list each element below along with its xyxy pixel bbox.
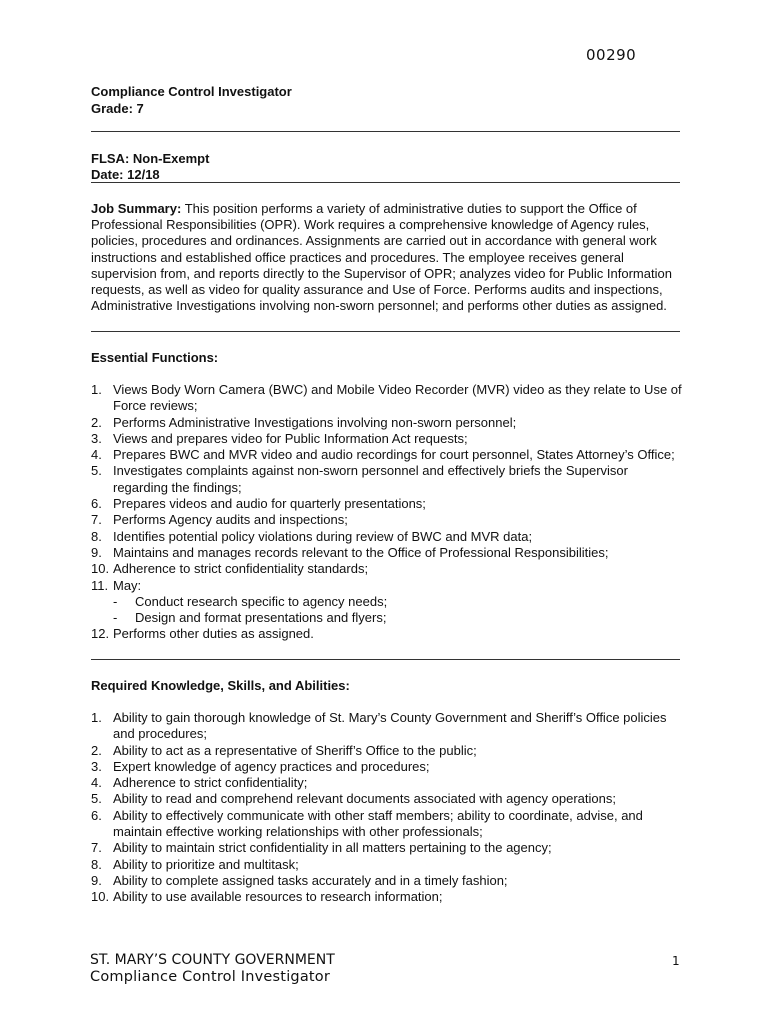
page-number: 1 — [672, 954, 680, 968]
list-text: Performs Administrative Investigations involving non-sworn personnel; — [113, 414, 517, 430]
list-item — [91, 857, 683, 873]
list-number: 7. — [91, 840, 102, 856]
list-number: 3. — [91, 430, 102, 446]
sub-item — [91, 610, 683, 626]
job-title: Compliance Control Investigator — [91, 84, 292, 99]
list-number: 9. — [91, 544, 102, 560]
list-item — [91, 512, 683, 528]
list-text: Prepares videos and audio for quarterly presentations; — [113, 496, 426, 512]
list-text: Expert knowledge of agency practices and procedures; — [113, 758, 430, 774]
list-text: Investigates complaints against non-sworn personnel and effectively briefs the Supervisor regarding the findings; — [113, 463, 628, 495]
list-text: Ability to complete assigned tasks accurately and in a timely fashion; — [113, 872, 508, 888]
list-item — [91, 496, 683, 512]
list-text: Performs Agency audits and inspections; — [113, 512, 348, 528]
ksa-title: Required Knowledge, Skills, and Abilities: — [91, 678, 350, 693]
list-text: Prepares BWC and MVR video and audio recordings for court personnel, States Attorney’s Office; — [113, 447, 675, 463]
job-summary-text: This position performs a variety of administrative duties to support the Office of Professional Responsibilities (OPR). Work requires a comprehensive knowledge of Agency rules, policies, procedures and ordinances. Assignments are carried out in accordance with general work instructions and established office practices and procedures. The employee receives general supervision from, and reports directly to the Supervisor of OPR; analyzes video for Public Information requests, as well as video for quality assurance and Use of Force. Performs audits and inspections, Administrative Investigations involving non-sworn personnel; and performs other duties as assigned. — [91, 201, 672, 314]
list-text: Ability to prioritize and multitask; — [113, 856, 299, 872]
list-number: 1. — [91, 710, 102, 725]
list-number: 4. — [91, 775, 102, 791]
essential-functions-list — [91, 382, 683, 643]
divider — [91, 331, 680, 332]
list-text: May: — [113, 577, 142, 593]
list-text: Adherence to strict confidentiality; — [113, 775, 308, 791]
list-item — [91, 710, 683, 743]
list-number: 8. — [91, 856, 102, 872]
list-number: 5. — [91, 791, 102, 807]
list-number: 6. — [91, 807, 102, 823]
list-number: 2. — [91, 742, 102, 758]
flsa-status: FLSA: Non-Exempt — [91, 151, 210, 166]
list-text: Ability to act as a representative of Sheriff’s Office to the public; — [113, 742, 477, 758]
list-text: Ability to maintain strict confidentiality in all matters pertaining to the agency; — [113, 840, 552, 856]
list-item — [91, 382, 683, 415]
sub-text: Design and format presentations and flyers; — [135, 610, 387, 626]
list-number: 10. — [91, 561, 110, 577]
revision-date: Date: 12/18 — [91, 167, 160, 182]
list-number: 11. — [91, 577, 109, 593]
list-number: 12. — [91, 626, 110, 642]
sub-item — [91, 594, 683, 610]
list-item — [91, 840, 683, 856]
divider — [91, 182, 680, 183]
list-number: 5. — [91, 463, 102, 479]
list-item — [91, 808, 683, 841]
list-text: Identifies potential policy violations during review of BWC and MVR data; — [113, 528, 533, 544]
job-summary — [91, 201, 683, 314]
list-number: 2. — [91, 414, 102, 430]
list-item — [91, 743, 683, 759]
list-text: Views and prepares video for Public Information Act requests; — [113, 430, 468, 446]
list-item — [91, 578, 683, 594]
list-text: Adherence to strict confidentiality standards; — [113, 561, 369, 577]
divider — [91, 131, 680, 132]
list-item — [91, 447, 683, 463]
list-number: 4. — [91, 447, 102, 463]
list-item — [91, 791, 683, 807]
list-item — [91, 463, 683, 496]
ksa-list — [91, 710, 683, 906]
list-text: Ability to use available resources to research information; — [113, 889, 443, 905]
sub-text: Conduct research specific to agency needs; — [135, 593, 388, 609]
list-number: 9. — [91, 872, 102, 888]
job-summary-label: Job Summary: — [91, 201, 182, 216]
grade: Grade: 7 — [91, 101, 144, 116]
list-number: 7. — [91, 512, 102, 528]
list-item — [91, 873, 683, 889]
essential-functions-title: Essential Functions: — [91, 350, 219, 365]
list-item — [91, 889, 683, 905]
list-text: Views Body Worn Camera (BWC) and Mobile Video Recorder (MVR) video as they relate to Use of Force reviews; — [113, 382, 682, 414]
list-number: 3. — [91, 758, 102, 774]
list-item — [91, 529, 683, 545]
list-text: Ability to gain thorough knowledge of St. Mary’s County Government and Sheriff’s Office policies and procedures; — [113, 710, 667, 742]
list-number: 6. — [91, 496, 102, 512]
list-number: 1. — [91, 382, 102, 397]
list-item — [91, 759, 683, 775]
list-item — [91, 775, 683, 791]
list-item — [91, 561, 683, 577]
list-number: 8. — [91, 528, 102, 544]
list-number: 10. — [91, 889, 110, 905]
footer-organization: ST. MARY’S COUNTY GOVERNMENT — [90, 952, 335, 968]
list-item — [91, 626, 683, 642]
footer-job-title: Compliance Control Investigator — [90, 969, 331, 985]
list-text: Ability to read and comprehend relevant documents associated with agency operations; — [113, 791, 616, 807]
sub-dash: - — [113, 593, 118, 609]
list-item — [91, 415, 683, 431]
list-text: Performs other duties as assigned. — [113, 626, 314, 642]
list-item — [91, 545, 683, 561]
divider — [91, 659, 680, 660]
sub-dash: - — [113, 610, 118, 626]
list-text: Maintains and manages records relevant to the Office of Professional Responsibilities; — [113, 544, 609, 560]
list-item — [91, 431, 683, 447]
list-text: Ability to effectively communicate with other staff members; ability to coordinate, advise, and maintain effective working relationships with other professionals; — [113, 807, 643, 840]
document-number: 00290 — [586, 46, 637, 64]
